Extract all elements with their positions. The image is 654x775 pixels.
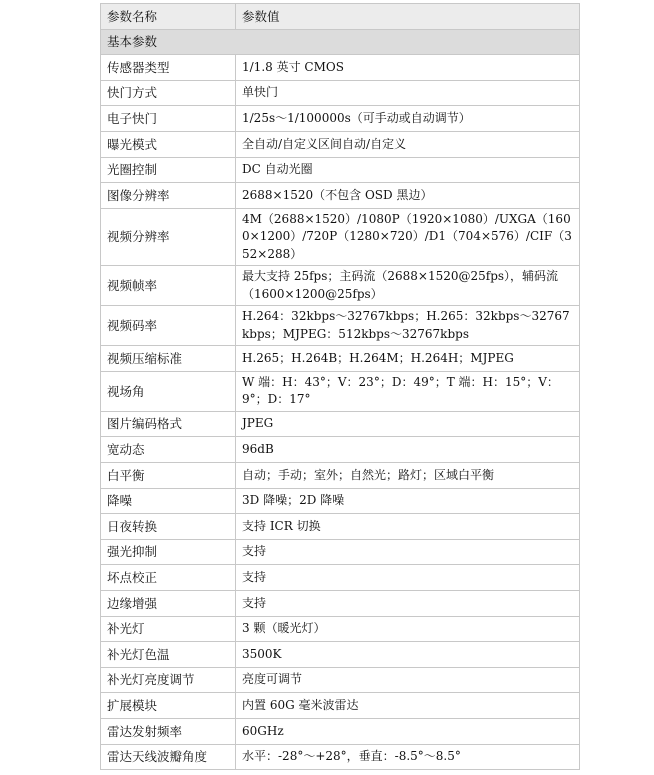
table-row <box>101 718 580 744</box>
table-row <box>101 411 580 437</box>
param-value-cell: 96dB <box>236 437 580 463</box>
param-value-cell: 3D 降噪；2D 降噪 <box>236 488 580 514</box>
param-name-cell: 视频压缩标准 <box>101 346 236 372</box>
param-value-cell: 支持 ICR 切换 <box>236 514 580 540</box>
table-row <box>101 55 580 81</box>
table-row <box>101 565 580 591</box>
table-row <box>101 80 580 106</box>
table-row <box>101 488 580 514</box>
table-row <box>101 266 580 306</box>
param-name-cell: 视场角 <box>101 371 236 411</box>
table-row <box>101 208 580 266</box>
param-name-cell: 补光灯色温 <box>101 642 236 668</box>
param-name-cell: 降噪 <box>101 488 236 514</box>
param-value-cell: 3 颗（暖光灯） <box>236 616 580 642</box>
header-value-cell: 参数值 <box>236 4 580 30</box>
table-row <box>101 106 580 132</box>
table-row <box>101 642 580 668</box>
param-value-cell: 1/1.8 英寸 CMOS <box>236 55 580 81</box>
param-value-cell: 支持 <box>236 539 580 565</box>
param-name-cell: 快门方式 <box>101 80 236 106</box>
param-value-cell: 内置 60G 毫米波雷达 <box>236 693 580 719</box>
param-name-cell: 雷达发射频率 <box>101 718 236 744</box>
table-row <box>101 744 580 770</box>
param-value-cell: 自动；手动；室外；自然光；路灯；区域白平衡 <box>236 463 580 489</box>
param-value-cell: 水平：-28°～+28°，垂直：-8.5°～8.5° <box>236 744 580 770</box>
param-value-cell: 60GHz <box>236 718 580 744</box>
param-value-cell: 2688×1520（不包含 OSD 黑边） <box>236 183 580 209</box>
header-name-cell: 参数名称 <box>101 4 236 30</box>
param-name-cell: 日夜转换 <box>101 514 236 540</box>
table-row <box>101 306 580 346</box>
param-value-cell: JPEG <box>236 411 580 437</box>
table-row <box>101 437 580 463</box>
param-name-cell: 视频帧率 <box>101 266 236 306</box>
spec-table <box>100 3 580 770</box>
param-name-cell: 坏点校正 <box>101 565 236 591</box>
param-name-cell: 白平衡 <box>101 463 236 489</box>
section-title: 基本参数 <box>101 29 580 55</box>
param-name-cell: 图像分辨率 <box>101 183 236 209</box>
param-name-cell: 电子快门 <box>101 106 236 132</box>
table-row <box>101 183 580 209</box>
param-value-cell: 最大支持 25fps；主码流（2688×1520@25fps），辅码流（1600×1200@25fps） <box>236 266 580 306</box>
param-value-cell: DC 自动光圈 <box>236 157 580 183</box>
param-value-cell: 4M（2688×1520）/1080P（1920×1080）/UXGA（1600×1200）/720P（1280×720）/D1（704×576）/CIF（352×288） <box>236 208 580 266</box>
param-name-cell: 补光灯 <box>101 616 236 642</box>
table-row <box>101 591 580 617</box>
table-row <box>101 371 580 411</box>
table-row <box>101 346 580 372</box>
param-name-cell: 边缘增强 <box>101 591 236 617</box>
table-row <box>101 131 580 157</box>
table-row <box>101 693 580 719</box>
param-name-cell: 宽动态 <box>101 437 236 463</box>
table-header-row <box>101 4 580 30</box>
param-value-cell: H.265；H.264B；H.264M；H.264H；MJPEG <box>236 346 580 372</box>
table-row <box>101 514 580 540</box>
param-name-cell: 图片编码格式 <box>101 411 236 437</box>
param-name-cell: 补光灯亮度调节 <box>101 667 236 693</box>
param-name-cell: 光圈控制 <box>101 157 236 183</box>
param-name-cell: 雷达天线波瓣角度 <box>101 744 236 770</box>
param-value-cell: 支持 <box>236 591 580 617</box>
param-value-cell: 1/25s～1/100000s（可手动或自动调节） <box>236 106 580 132</box>
param-value-cell: W 端：H：43°；V：23°；D：49°；T 端：H：15°；V：9°；D：17° <box>236 371 580 411</box>
table-row <box>101 157 580 183</box>
param-name-cell: 曝光模式 <box>101 131 236 157</box>
param-value-cell: H.264：32kbps～32767kbps；H.265：32kbps～32767kbps；MJPEG：512kbps～32767kbps <box>236 306 580 346</box>
param-name-cell: 强光抑制 <box>101 539 236 565</box>
spec-table-body <box>101 4 580 770</box>
param-value-cell: 全自动/自定义区间自动/自定义 <box>236 131 580 157</box>
section-row <box>101 29 580 55</box>
table-row <box>101 616 580 642</box>
table-row <box>101 463 580 489</box>
param-name-cell: 视频分辨率 <box>101 208 236 266</box>
param-value-cell: 支持 <box>236 565 580 591</box>
param-name-cell: 扩展模块 <box>101 693 236 719</box>
param-name-cell: 传感器类型 <box>101 55 236 81</box>
param-value-cell: 亮度可调节 <box>236 667 580 693</box>
param-name-cell: 视频码率 <box>101 306 236 346</box>
param-value-cell: 单快门 <box>236 80 580 106</box>
table-row <box>101 539 580 565</box>
param-value-cell: 3500K <box>236 642 580 668</box>
table-row <box>101 667 580 693</box>
